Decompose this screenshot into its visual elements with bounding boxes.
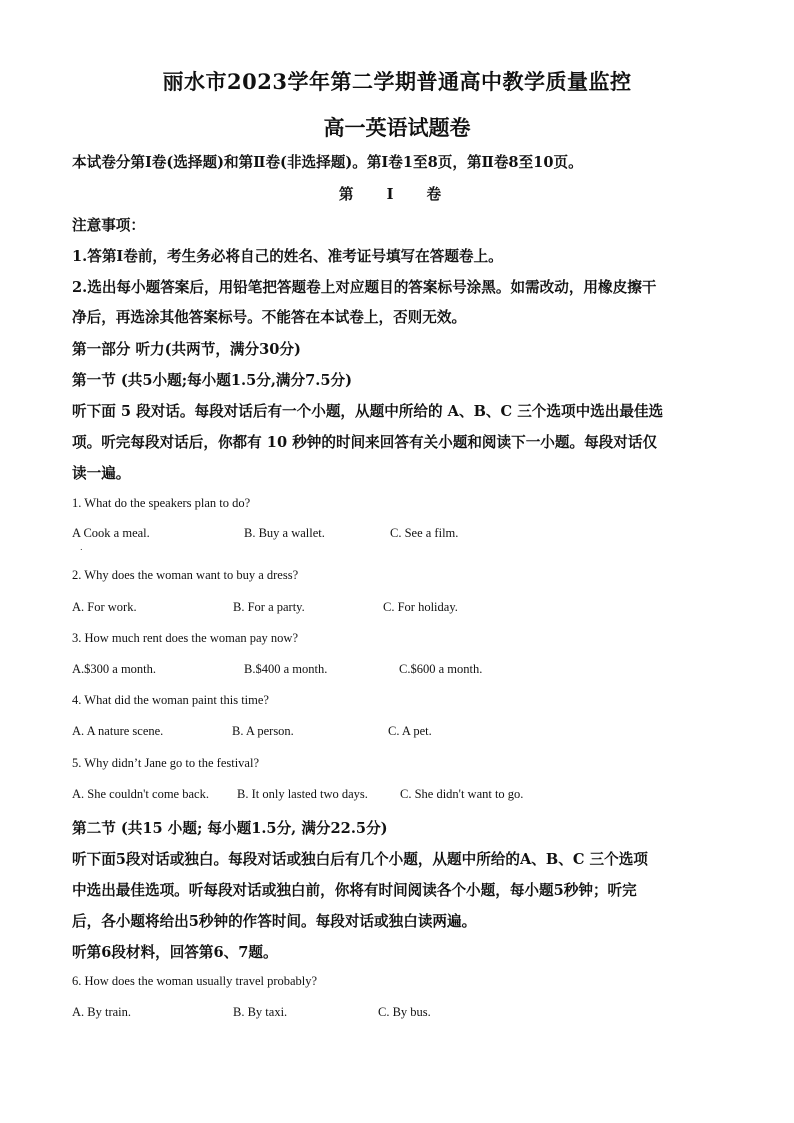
question-2-option-c: C. For holiday. bbox=[383, 600, 458, 614]
question-5-option-b: B. It only lasted two days. bbox=[237, 787, 368, 801]
section1-instructions-line-1: 听下面 5 段对话。每段对话后有一个小题，从题中所给的 A、B、C 三个选项中选出最佳选 bbox=[72, 403, 664, 420]
exam-subtitle: 高一英语试题卷 bbox=[323, 115, 471, 140]
note-item-2-line-2: 净后，再选涂其他答案标号。不能答在本试卷上，否则无效。 bbox=[72, 309, 467, 326]
question-2-option-a: A. For work. bbox=[72, 600, 137, 614]
note-item-1: 1.答第Ⅰ卷前，考生务必将自己的姓名、准考证号填写在答题卷上。 bbox=[72, 248, 503, 265]
question-6-option-b: B. By taxi. bbox=[233, 1005, 288, 1019]
stray-dot: . bbox=[80, 543, 83, 552]
section1-instructions-line-2: 项。听完每段对话后，你都有 10 秒钟的时间来回答有关小题和阅读下一小题。每段对话仅 bbox=[72, 434, 658, 451]
material-note: 听第6段材料，回答第6、7题。 bbox=[72, 944, 278, 961]
question-6-option-a: A. By train. bbox=[72, 1005, 132, 1019]
question-6: 6. How does the woman usually travel probably? bbox=[72, 974, 318, 988]
section1-heading: 第一节 (共5小题;每小题1.5分,满分7.5分) bbox=[72, 372, 353, 389]
question-1-option-c: C. See a film. bbox=[390, 526, 459, 540]
note-item-2-line-1: 2.选出每小题答案后，用铅笔把答题卷上对应题目的答案标号涂黑。如需改动，用橡皮擦干 bbox=[72, 279, 657, 296]
part1-heading: 第一部分 听力(共两节，满分30分) bbox=[72, 341, 301, 358]
question-3: 3. How much rent does the woman pay now? bbox=[72, 631, 298, 645]
question-4-option-a: A. A nature scene. bbox=[72, 724, 164, 738]
question-2: 2. Why does the woman want to buy a dress? bbox=[72, 568, 299, 582]
question-5-option-c: C. She didn't want to go. bbox=[400, 787, 524, 801]
section1-instructions-line-3: 读一遍。 bbox=[72, 465, 131, 482]
question-5-option-a: A. She couldn't come back. bbox=[72, 787, 209, 801]
exam-intro: 本试卷分第Ⅰ卷(选择题)和第Ⅱ卷(非选择题)。第Ⅰ卷1至8页，第Ⅱ卷8至10页。 bbox=[72, 154, 583, 171]
question-3-option-a: A.$300 a month. bbox=[72, 662, 157, 676]
exam-title: 丽水市2023学年第二学期普通高中教学质量监控 bbox=[162, 69, 632, 94]
question-5: 5. Why didn’t Jane go to the festival? bbox=[72, 756, 259, 770]
question-2-option-b: B. For a party. bbox=[233, 600, 305, 614]
question-3-option-c: C.$600 a month. bbox=[399, 662, 483, 676]
section2-instructions-line-1: 听下面5段对话或独白。每段对话或独白后有几个小题，从题中所给的A、B、C 三个选项 bbox=[72, 851, 648, 868]
question-1: 1. What do the speakers plan to do? bbox=[72, 496, 251, 510]
question-1-option-a: A Cook a meal. bbox=[72, 526, 150, 540]
question-4-option-b: B. A person. bbox=[232, 724, 294, 738]
section2-instructions-line-3: 后，各小题将给出5秒钟的作答时间。每段对话或独白读两遍。 bbox=[72, 913, 477, 930]
volume-label: 第 Ⅰ 卷 bbox=[338, 186, 456, 203]
question-3-option-b: B.$400 a month. bbox=[244, 662, 328, 676]
question-1-option-b: B. Buy a wallet. bbox=[244, 526, 325, 540]
question-6-option-c: C. By bus. bbox=[378, 1005, 431, 1019]
question-4-option-c: C. A pet. bbox=[388, 724, 432, 738]
question-4: 4. What did the woman paint this time? bbox=[72, 693, 269, 707]
section2-heading: 第二节 (共15 小题; 每小题1.5分, 满分22.5分) bbox=[72, 820, 388, 837]
notes-heading: 注意事项： bbox=[72, 217, 145, 234]
section2-instructions-line-2: 中选出最佳选项。听每段对话或独白前，你将有时间阅读各个小题，每小题5秒钟；听完 bbox=[72, 882, 637, 899]
